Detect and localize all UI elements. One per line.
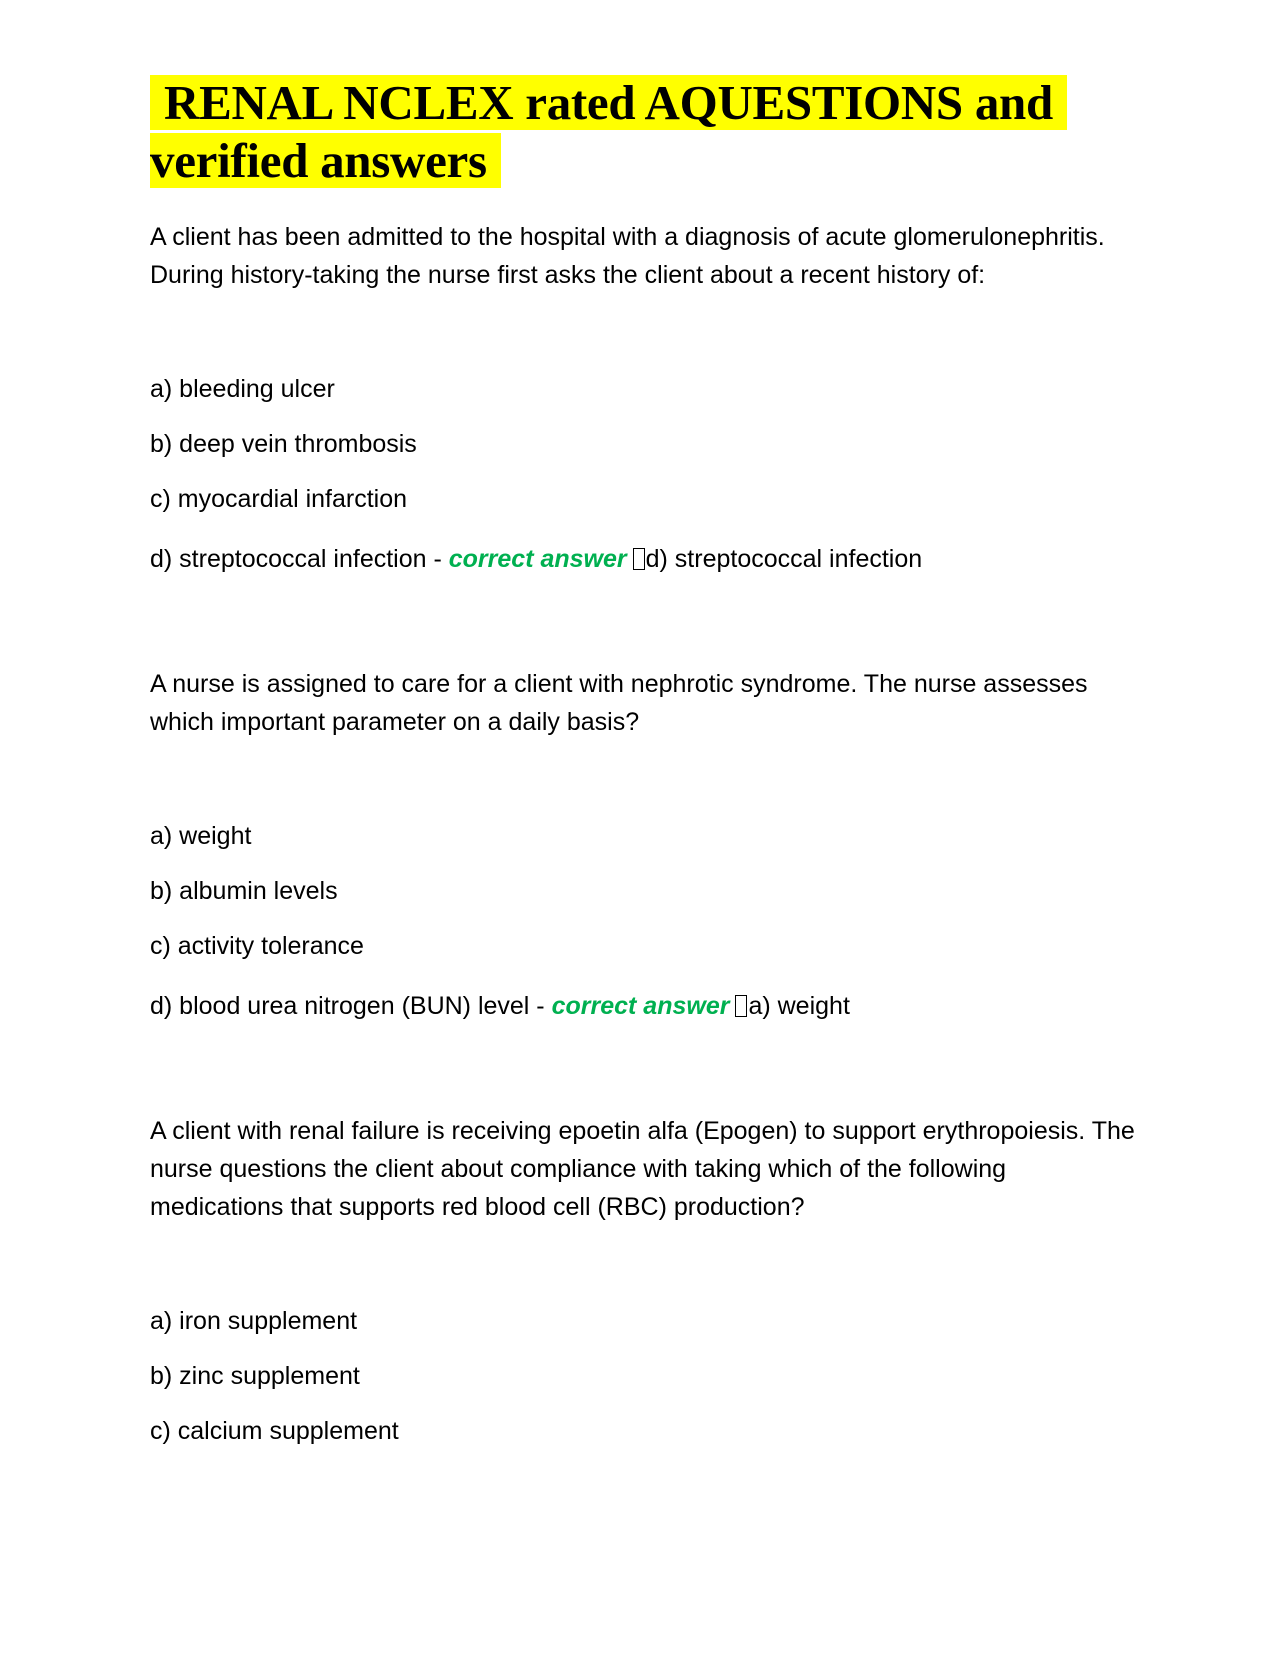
option-b: b) deep vein thrombosis: [150, 430, 417, 458]
document-title: [150, 74, 1140, 190]
option-c: c) myocardial infarction: [150, 485, 408, 513]
option-d: d) streptococcal infection -: [150, 545, 449, 573]
answer-text: d) streptococcal infection: [645, 545, 923, 573]
option-d: d) blood urea nitrogen (BUN) level -: [150, 992, 552, 1020]
option-c: c) activity tolerance: [150, 932, 364, 960]
option-b: b) zinc supplement: [150, 1362, 360, 1390]
option-c: c) calcium supplement: [150, 1417, 399, 1445]
option-a: a) iron supplement: [150, 1307, 358, 1335]
correct-answer-label: correct answer: [551, 992, 730, 1020]
question-block-1: [150, 218, 1140, 578]
title-line-1: RENAL NCLEX rated AQUESTIONS and: [150, 75, 1067, 130]
option-b: b) albumin levels: [150, 877, 338, 905]
question-stem: A client with renal failure is receiving epoetin alfa (Epogen) to support erythropoiesis. The nurse questions the client about compliance with taking which of the following medications that supports red blood cell (RBC) production?: [150, 1117, 1135, 1221]
question-block-3: [150, 1112, 1140, 1450]
document-content: [150, 74, 1140, 1467]
correct-answer-label: correct answer: [448, 545, 627, 573]
title-line-2: verified answers: [150, 133, 501, 188]
missing-glyph-icon: [633, 548, 645, 570]
option-a: a) weight: [150, 822, 252, 850]
question-stem: A client has been admitted to the hospital with a diagnosis of acute glomerulonephritis. During history-taking the nurse first asks the client about a recent history of:: [150, 223, 1105, 289]
missing-glyph-icon: [735, 995, 747, 1017]
option-d-with-answer: [150, 540, 1140, 578]
answer-text: a) weight: [748, 992, 850, 1020]
question-block-2: [150, 665, 1140, 1025]
option-d-with-answer: [150, 987, 1140, 1025]
question-stem: A nurse is assigned to care for a client with nephrotic syndrome. The nurse assesses which important parameter on a daily basis?: [150, 670, 1088, 736]
option-a: a) bleeding ulcer: [150, 375, 335, 403]
